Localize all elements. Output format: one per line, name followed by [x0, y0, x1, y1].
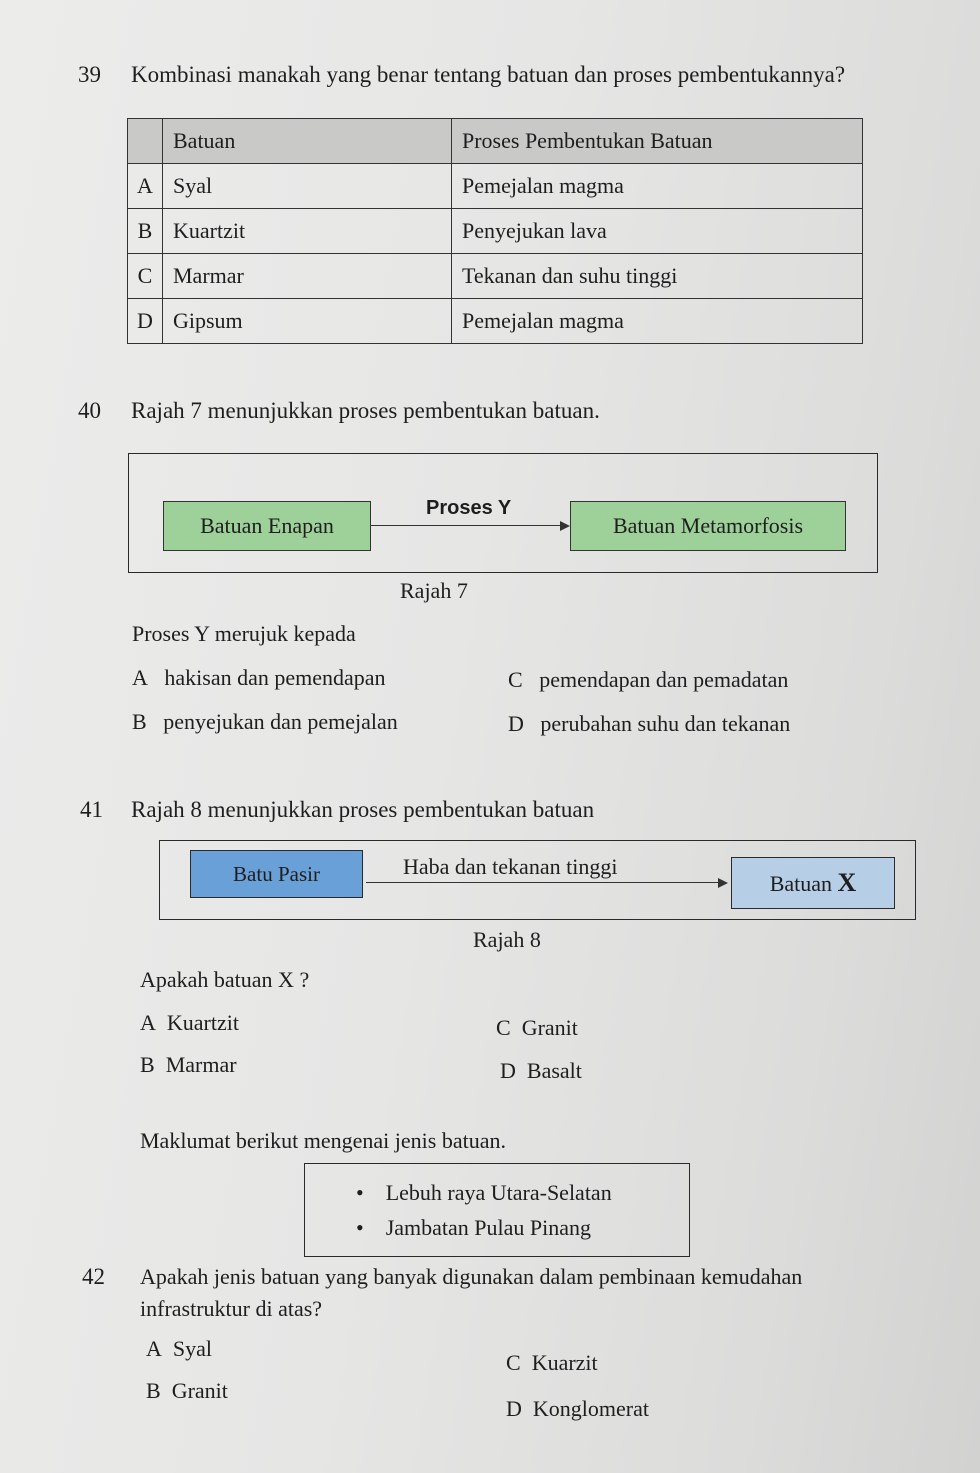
rajah8-arrow-line [366, 882, 718, 883]
row-letter: D [128, 299, 163, 344]
q39-question: Kombinasi manakah yang benar tentang batuan dan proses pembentukannya? [131, 62, 846, 87]
arrow-right-icon [560, 521, 570, 531]
row-letter: C [128, 254, 163, 299]
option-text: perubahan suhu dan tekanan [540, 711, 791, 736]
row-rock: Kuartzit [163, 209, 452, 254]
q40-option-a [132, 665, 386, 691]
option-text: pemendapan dan pemadatan [539, 667, 789, 692]
q39-table [127, 118, 863, 344]
option-text: Basalt [526, 1058, 582, 1083]
q40-option-b [132, 709, 398, 735]
row-process: Pemejalan magma [452, 164, 863, 209]
rajah7-arrow-line [370, 525, 560, 526]
option-letter: B [146, 1378, 161, 1403]
option-text: Granit [521, 1015, 578, 1040]
option-letter: D [508, 711, 524, 736]
table-row [128, 299, 863, 344]
row-rock: Syal [163, 164, 452, 209]
row-rock: Marmar [163, 254, 452, 299]
option-text: Konglomerat [532, 1396, 649, 1421]
option-text: penyejukan dan pemejalan [163, 709, 398, 734]
table-row [128, 209, 863, 254]
table-row [128, 164, 863, 209]
q41-option-a [140, 1010, 239, 1036]
row-process: Pemejalan magma [452, 299, 863, 344]
rajah8-right-box-label: Batuan [769, 871, 833, 896]
option-letter: A [146, 1336, 162, 1361]
rajah7-arrow-label: Proses Y [426, 497, 512, 519]
q40-option-c [508, 667, 788, 693]
option-letter: C [496, 1015, 511, 1040]
info-bullet [356, 1180, 612, 1206]
option-text: hakisan dan pemendapan [164, 665, 386, 690]
q42-number: 42 [82, 1264, 105, 1289]
option-text: Kuarzit [531, 1350, 598, 1375]
q40-number: 40 [78, 398, 101, 423]
option-letter: D [500, 1058, 516, 1083]
option-letter: C [508, 667, 523, 692]
q42-option-a [146, 1336, 212, 1362]
row-letter: A [128, 164, 163, 209]
q41-question: Rajah 8 menunjukkan proses pembentukan batuan [131, 797, 595, 822]
option-letter: A [140, 1010, 156, 1035]
rajah8-right-box [731, 857, 895, 909]
rajah7-right-box: Batuan Metamorfosis [570, 501, 846, 551]
q39-number: 39 [78, 62, 101, 87]
option-text: Granit [171, 1378, 228, 1403]
q42-option-c [506, 1350, 598, 1376]
option-letter: C [506, 1350, 521, 1375]
row-process: Tekanan dan suhu tinggi [452, 254, 863, 299]
bullet-icon: • [356, 1180, 364, 1205]
q42-question-line2: infrastruktur di atas? [140, 1296, 323, 1321]
header-batuan: Batuan [163, 119, 452, 164]
q40-prompt: Proses Y merujuk kepada [132, 621, 356, 646]
info-bullet [356, 1215, 591, 1241]
q41-option-b [140, 1052, 237, 1078]
rajah8-arrow-label: Haba dan tekanan tinggi [403, 854, 618, 879]
rajah8-x: X [837, 868, 857, 897]
info-intro: Maklumat berikut mengenai jenis batuan. [140, 1128, 506, 1153]
q41-number: 41 [80, 797, 103, 822]
table-header-row [128, 119, 863, 164]
option-letter: B [132, 709, 147, 734]
info-box [304, 1163, 690, 1257]
q41-option-c [496, 1015, 578, 1041]
rajah8-caption: Rajah 8 [473, 927, 541, 952]
header-proses: Proses Pembentukan Batuan [452, 119, 863, 164]
bullet-text: Lebuh raya Utara-Selatan [385, 1180, 612, 1205]
rajah7-caption: Rajah 7 [400, 578, 468, 603]
rajah8-left-box: Batu Pasir [190, 850, 363, 898]
q42-option-d [506, 1396, 649, 1422]
option-letter: D [506, 1396, 522, 1421]
bullet-text: Jambatan Pulau Pinang [385, 1215, 592, 1240]
row-process: Penyejukan lava [452, 209, 863, 254]
option-letter: B [140, 1052, 155, 1077]
table-row [128, 254, 863, 299]
option-letter: A [132, 665, 148, 690]
row-letter: B [128, 209, 163, 254]
arrow-right-icon [718, 878, 728, 888]
q42-question-line1: Apakah jenis batuan yang banyak digunakan dalam pembinaan kemudahan [140, 1264, 803, 1289]
bullet-icon: • [356, 1215, 364, 1240]
row-rock: Gipsum [163, 299, 452, 344]
q41-prompt: Apakah batuan X ? [140, 967, 310, 992]
q40-option-d [508, 711, 790, 737]
option-text: Marmar [165, 1052, 237, 1077]
q40-question: Rajah 7 menunjukkan proses pembentukan batuan. [131, 398, 600, 423]
option-text: Kuartzit [166, 1010, 239, 1035]
q42-option-b [146, 1378, 228, 1404]
q41-option-d [500, 1058, 582, 1084]
option-text: Syal [172, 1336, 213, 1361]
rajah7-left-box: Batuan Enapan [163, 501, 371, 551]
